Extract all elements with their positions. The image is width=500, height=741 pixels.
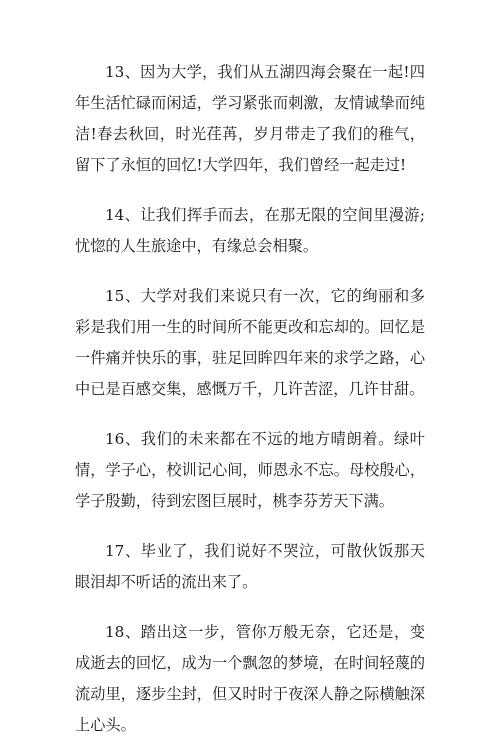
paragraph-14: 14、让我们挥手而去，在那无限的空间里漫游;忧惚的人生旅途中，有缘总会相聚。: [75, 206, 425, 255]
paragraph-16: 16、我们的未来都在不远的地方晴朗着。绿叶情，学子心，校训记心间，师恩永不忘。母校殷心，学子殷勤，待到宏图巨展时，桃李芬芳天下满。: [75, 430, 425, 510]
paragraph-18: 18、踏出这一步，管你万般无奈，它还是，变成逝去的回忆，成为一个飘忽的梦境，在时间轻蔑的流动里，逐步尘封，但又时时于夜深人静之际横触深上心头。: [75, 623, 425, 734]
paragraph-15: 15、大学对我们来说只有一次，它的绚丽和多彩是我们用一生的时间所不能更改和忘却的。回忆是一件痛并快乐的事，驻足回眸四年来的求学之路，心中已是百感交集，感慨万千，几许苦涩，几许甘甜。: [75, 287, 425, 398]
paragraph-17: 17、毕业了，我们说好不哭泣，可散伙饭那天眼泪却不听话的流出来了。: [75, 542, 425, 591]
document-body: [75, 57, 425, 741]
paragraph-13: 13、因为大学，我们从五湖四海会聚在一起!四年生活忙碌而闲适，学习紧张而刺激，友情诚挚而纯洁!春去秋回，时光荏苒，岁月带走了我们的稚气，留下了永恒的回忆!大学四年，我们曾经一起走过!: [75, 63, 425, 174]
